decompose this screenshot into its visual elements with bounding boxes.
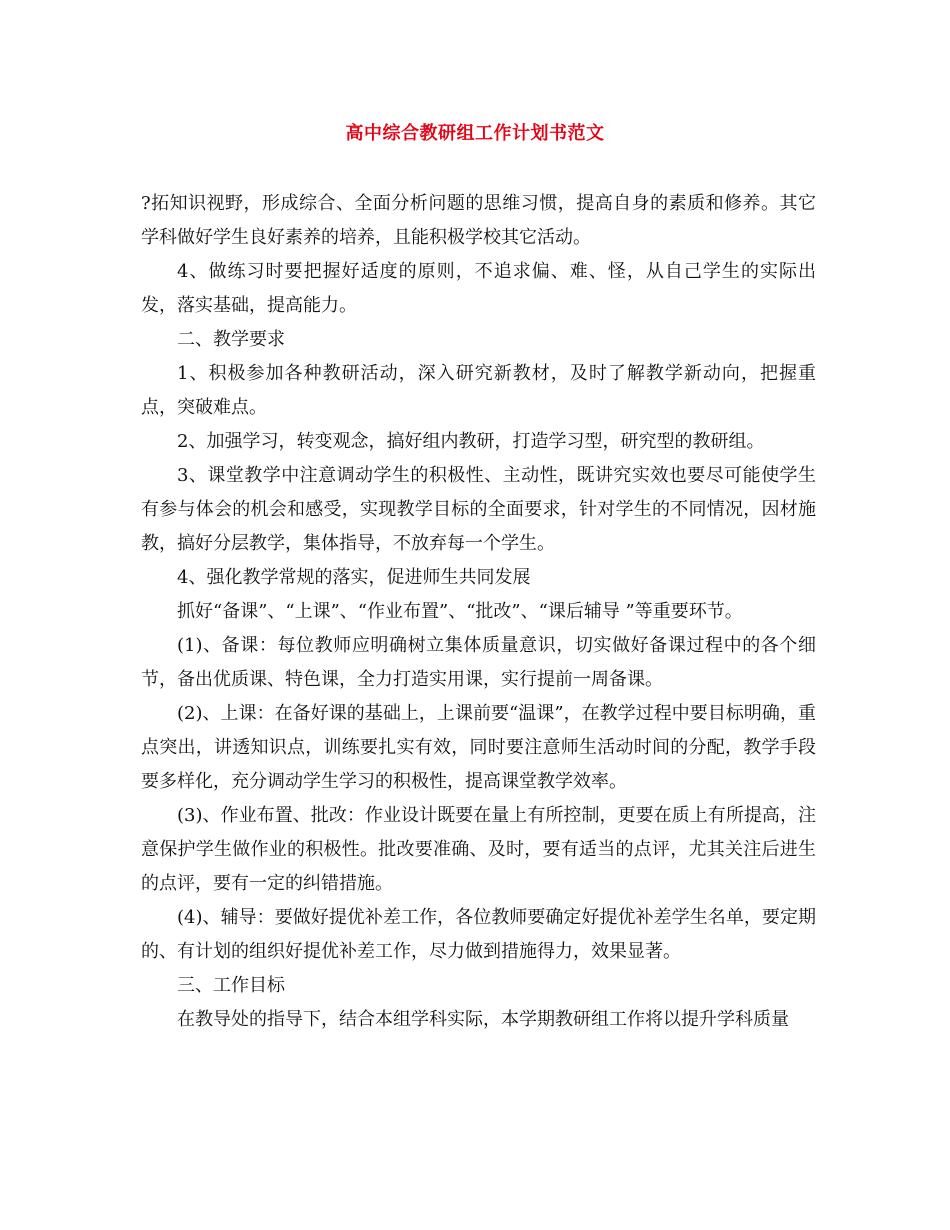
paragraph: 4、做练习时要把握好适度的原则，不追求偏、难、怪，从自己学生的实际出发，落实基础，提高能力。 <box>141 261 816 316</box>
paragraph: 抓好“备课”、“上课”、“作业布置”、“批改”、“课后辅导 ”等重要环节。 <box>177 601 743 622</box>
paragraph: 4、强化教学常规的落实，促进师生共同发展 <box>177 567 531 588</box>
paragraph: (1)、备课：每位教师应明确树立集体质量意识，切实做好备课过程中的各个细节，备出优质课、特色课，全力打造实用课，实行提前一周备课。 <box>141 635 816 690</box>
document-title: 高中综合教研组工作计划书范文 <box>345 123 605 144</box>
paragraph: (2)、上课：在备好课的基础上，上课前要“温课”，在教学过程中要目标明确，重点突出，讲透知识点，训练要扎实有效，同时要注意师生活动时间的分配，教学手段要多样化，充分调动学生学习的积极性，提高课堂教学效率。 <box>141 703 816 792</box>
paragraph: 在教导处的指导下，结合本组学科实际，本学期教研组工作将以提升学科质量 <box>177 1009 789 1030</box>
paragraph: 2、加强学习，转变观念，搞好组内教研，打造学习型，研究型的教研组。 <box>177 431 765 452</box>
document-body <box>141 187 816 1037</box>
paragraph: ?拓知识视野，形成综合、全面分析问题的思维习惯，提高自身的素质和修养。其它学科做好学生良好素养的培养，且能积极学校其它活动。 <box>141 193 816 248</box>
paragraph: 3、课堂教学中注意调动学生的积极性、主动性，既讲究实效也要尽可能使学生有参与体会的机会和感受，实现教学目标的全面要求，针对学生的不同情况，因材施教，搞好分层教学，集体指导，不放弃每一个学生。 <box>141 465 816 554</box>
paragraph: 1、积极参加各种教研活动，深入研究新教材，及时了解教学新动向，把握重点，突破难点。 <box>141 363 816 418</box>
section-heading: 三、工作目标 <box>177 975 285 996</box>
section-heading: 二、教学要求 <box>177 329 285 350</box>
paragraph: (3)、作业布置、批改：作业设计既要在量上有所控制，更要在质上有所提高，注意保护学生做作业的积极性。批改要准确、及时，要有适当的点评，尤其关注后进生的点评，要有一定的纠错措施。 <box>141 805 816 894</box>
paragraph: (4)、辅导：要做好提优补差工作，各位教师要确定好提优补差学生名单，要定期的、有计划的组织好提优补差工作，尽力做到措施得力，效果显著。 <box>141 907 816 962</box>
